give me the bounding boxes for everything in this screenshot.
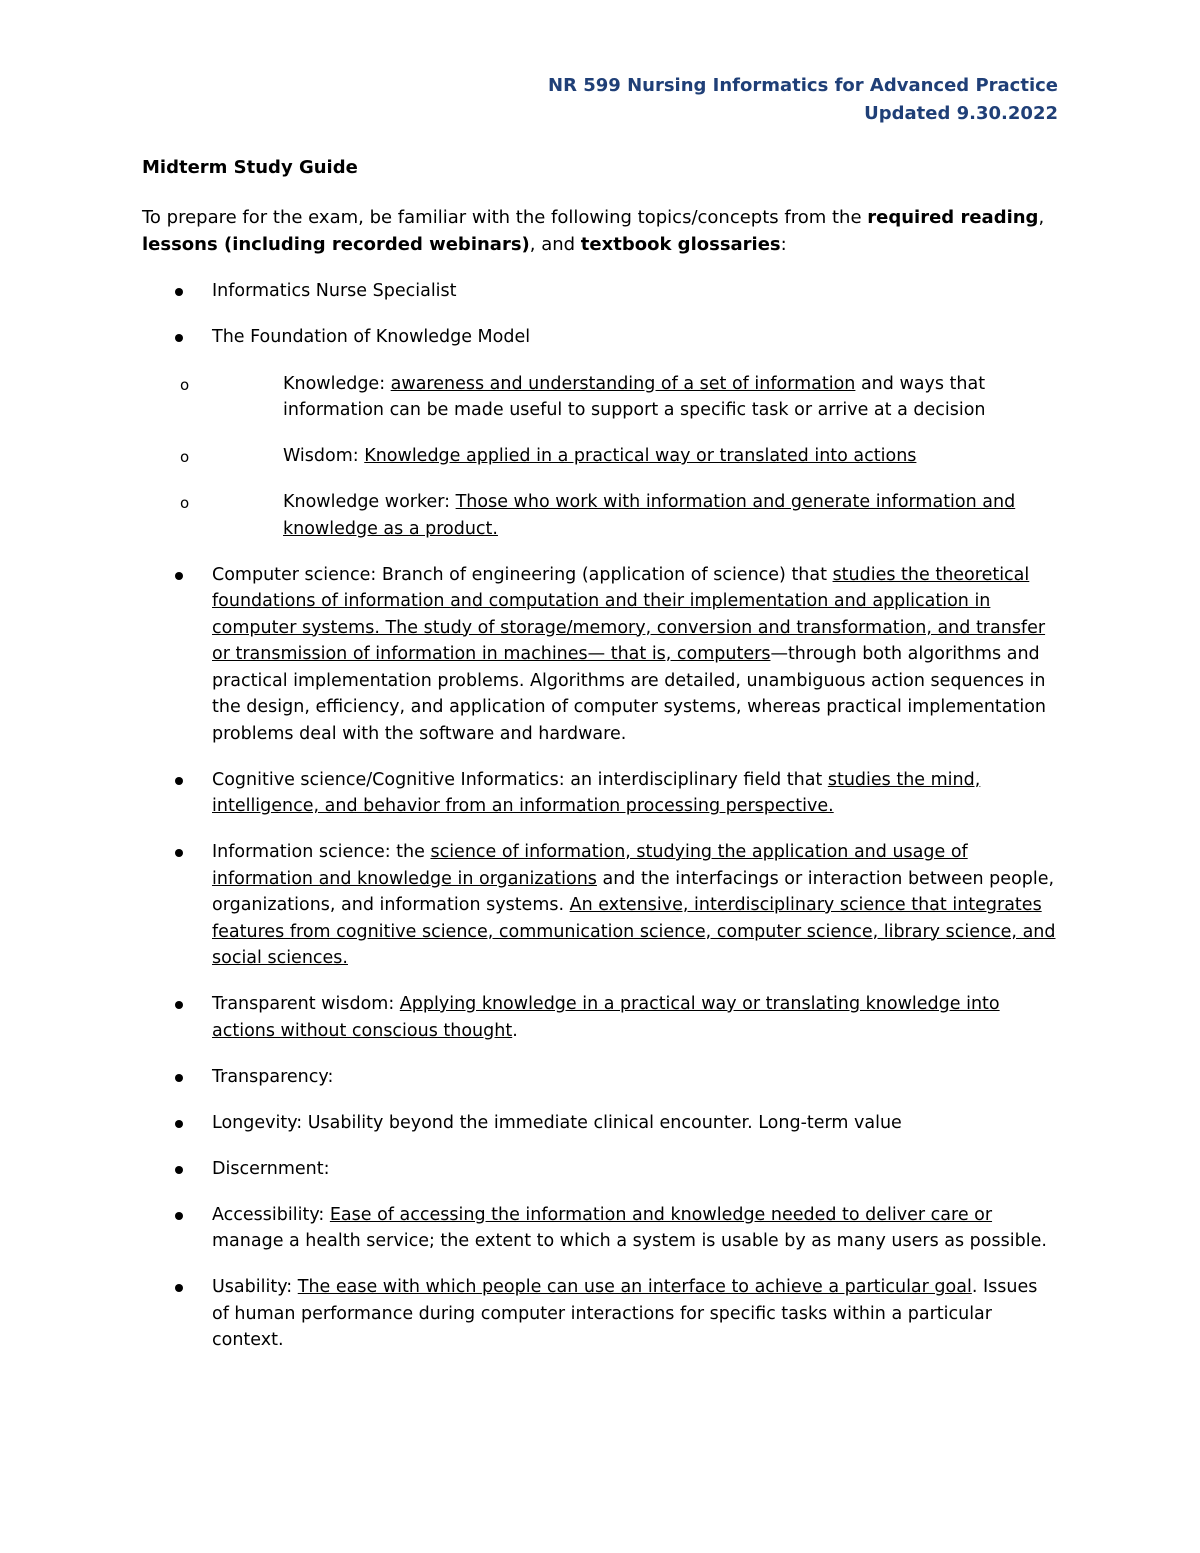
topic-definition-2: An extensive, interdisciplinary science that integrates features from cognitive science, communication science, computer science, library science, and social sciences.: [212, 895, 1056, 968]
topic-item: [142, 1156, 1058, 1183]
bullet-icon: [175, 1212, 183, 1220]
intro-sep2: , and: [529, 234, 581, 255]
bullet-icon: [175, 334, 183, 342]
subtopic-list: [180, 371, 1058, 543]
subtopic-item: [141, 443, 1058, 470]
subtopic-definition: awareness and understanding of a set of information: [390, 373, 856, 394]
subtopic-definition: Knowledge applied in a practical way or translated into actions: [364, 446, 917, 466]
topic-definition: The ease with which people can use an interface to achieve a particular goal: [297, 1277, 972, 1297]
intro-lead: To prepare for the exam, be familiar with the following topics/concepts from the: [142, 207, 868, 228]
intro-paragraph: [142, 204, 1058, 258]
topic-item: [142, 562, 1058, 748]
intro-sep1: ,: [1038, 207, 1045, 228]
subtopic-rest: and ways that information can be made useful to support a specific task or arrive at a decision: [283, 373, 986, 420]
topic-term: Usability:: [212, 1277, 298, 1297]
bullet-icon: [175, 1001, 183, 1009]
topic-definition: studies the theoretical foundations of information and computation and their implementation and application in computer systems. The study of storage/memory, conversion and transformation, and transfer or transmission of information in machines— that is, computers: [212, 564, 1046, 664]
bullet-icon: [175, 1284, 183, 1292]
topic-text: Discernment:: [212, 1158, 330, 1179]
topic-item: [142, 839, 1058, 972]
updated-label: Updated: [864, 103, 951, 124]
topic-item: [142, 991, 1058, 1044]
circle-bullet-icon: o: [180, 448, 190, 466]
subtopic-definition: Those who work with information and generate information and knowledge as a product.: [283, 492, 1016, 539]
topic-term: Transparent wisdom:: [212, 994, 400, 1014]
intro-required-reading: required reading: [867, 207, 1039, 228]
subtopic-item: [141, 371, 1058, 424]
topic-text: Informatics Nurse Specialist: [212, 281, 457, 301]
updated-date: 9.30.2022: [956, 103, 1058, 124]
topic-item: [142, 1274, 1058, 1354]
topic-term: Cognitive science/Cognitive Informatics: an interdisciplinary field that: [212, 769, 828, 790]
topic-item: [142, 1064, 1058, 1091]
circle-bullet-icon: o: [180, 375, 190, 394]
bullet-icon: [175, 572, 183, 580]
topic-item: [142, 767, 1058, 820]
topic-definition: Applying knowledge in a practical way or translating knowledge into actions without conscious thought: [212, 994, 1000, 1041]
topic-term: Accessibility:: [212, 1204, 330, 1225]
subtopic-term: Knowledge:: [283, 373, 391, 394]
topic-item: [142, 1110, 1058, 1137]
topic-term: Computer science: Branch of engineering (application of science) that: [212, 564, 833, 585]
topic-definition: studies the mind, intelligence, and behavior from an information processing perspective.: [212, 769, 981, 816]
bullet-icon: [175, 288, 183, 296]
course-title: NR 599 Nursing Informatics for Advanced Practice: [548, 75, 1058, 96]
bullet-icon: [175, 849, 183, 857]
topic-rest: manage a health service; the extent to which a system is usable by as many users as possible.: [212, 1231, 1047, 1251]
topic-rest: and the interfacings or interaction between people, organizations, and information systems.: [212, 868, 1055, 915]
document-header: [142, 72, 1058, 128]
topic-text: The Foundation of Knowledge Model: [212, 327, 531, 347]
subtopic-term: Knowledge worker:: [283, 492, 456, 512]
topic-text: Transparency:: [212, 1066, 334, 1087]
topic-item: [142, 278, 1058, 305]
topic-item: [142, 324, 1058, 542]
updated-line: [142, 100, 1058, 128]
topic-term: Information science: the: [212, 842, 431, 862]
page-title: Midterm Study Guide: [142, 157, 358, 178]
topic-list: [142, 278, 1058, 1354]
topic-definition: Ease of accessing the information and knowledge needed to deliver care or: [329, 1204, 993, 1225]
bullet-icon: [175, 1074, 183, 1082]
bullet-icon: [175, 777, 183, 785]
topic-definition: science of information, studying the application and usage of information and knowledge in organizations: [212, 842, 968, 889]
subtopic-item: [141, 489, 1058, 542]
intro-glossaries: textbook glossaries: [580, 234, 781, 255]
topic-rest: —through both algorithms and practical implementation problems. Algorithms are detailed, unambiguous action sequences in the design, efficiency, and application of computer systems, whereas practical implementation problems deal with the software and hardware.: [212, 644, 1047, 744]
intro-lessons: lessons (including recorded webinars): [142, 234, 530, 255]
intro-end: :: [780, 234, 787, 255]
subtopic-term: Wisdom:: [283, 446, 365, 466]
bullet-icon: [175, 1166, 183, 1174]
topic-item: [142, 1202, 1058, 1255]
topic-end: .: [512, 1020, 518, 1041]
circle-bullet-icon: o: [180, 494, 190, 512]
topic-rest: . Issues of human performance during computer interactions for specific tasks within a particular context.: [212, 1277, 1038, 1350]
bullet-icon: [175, 1120, 183, 1128]
topic-text: Longevity: Usability beyond the immediate clinical encounter. Long-term value: [212, 1112, 902, 1133]
